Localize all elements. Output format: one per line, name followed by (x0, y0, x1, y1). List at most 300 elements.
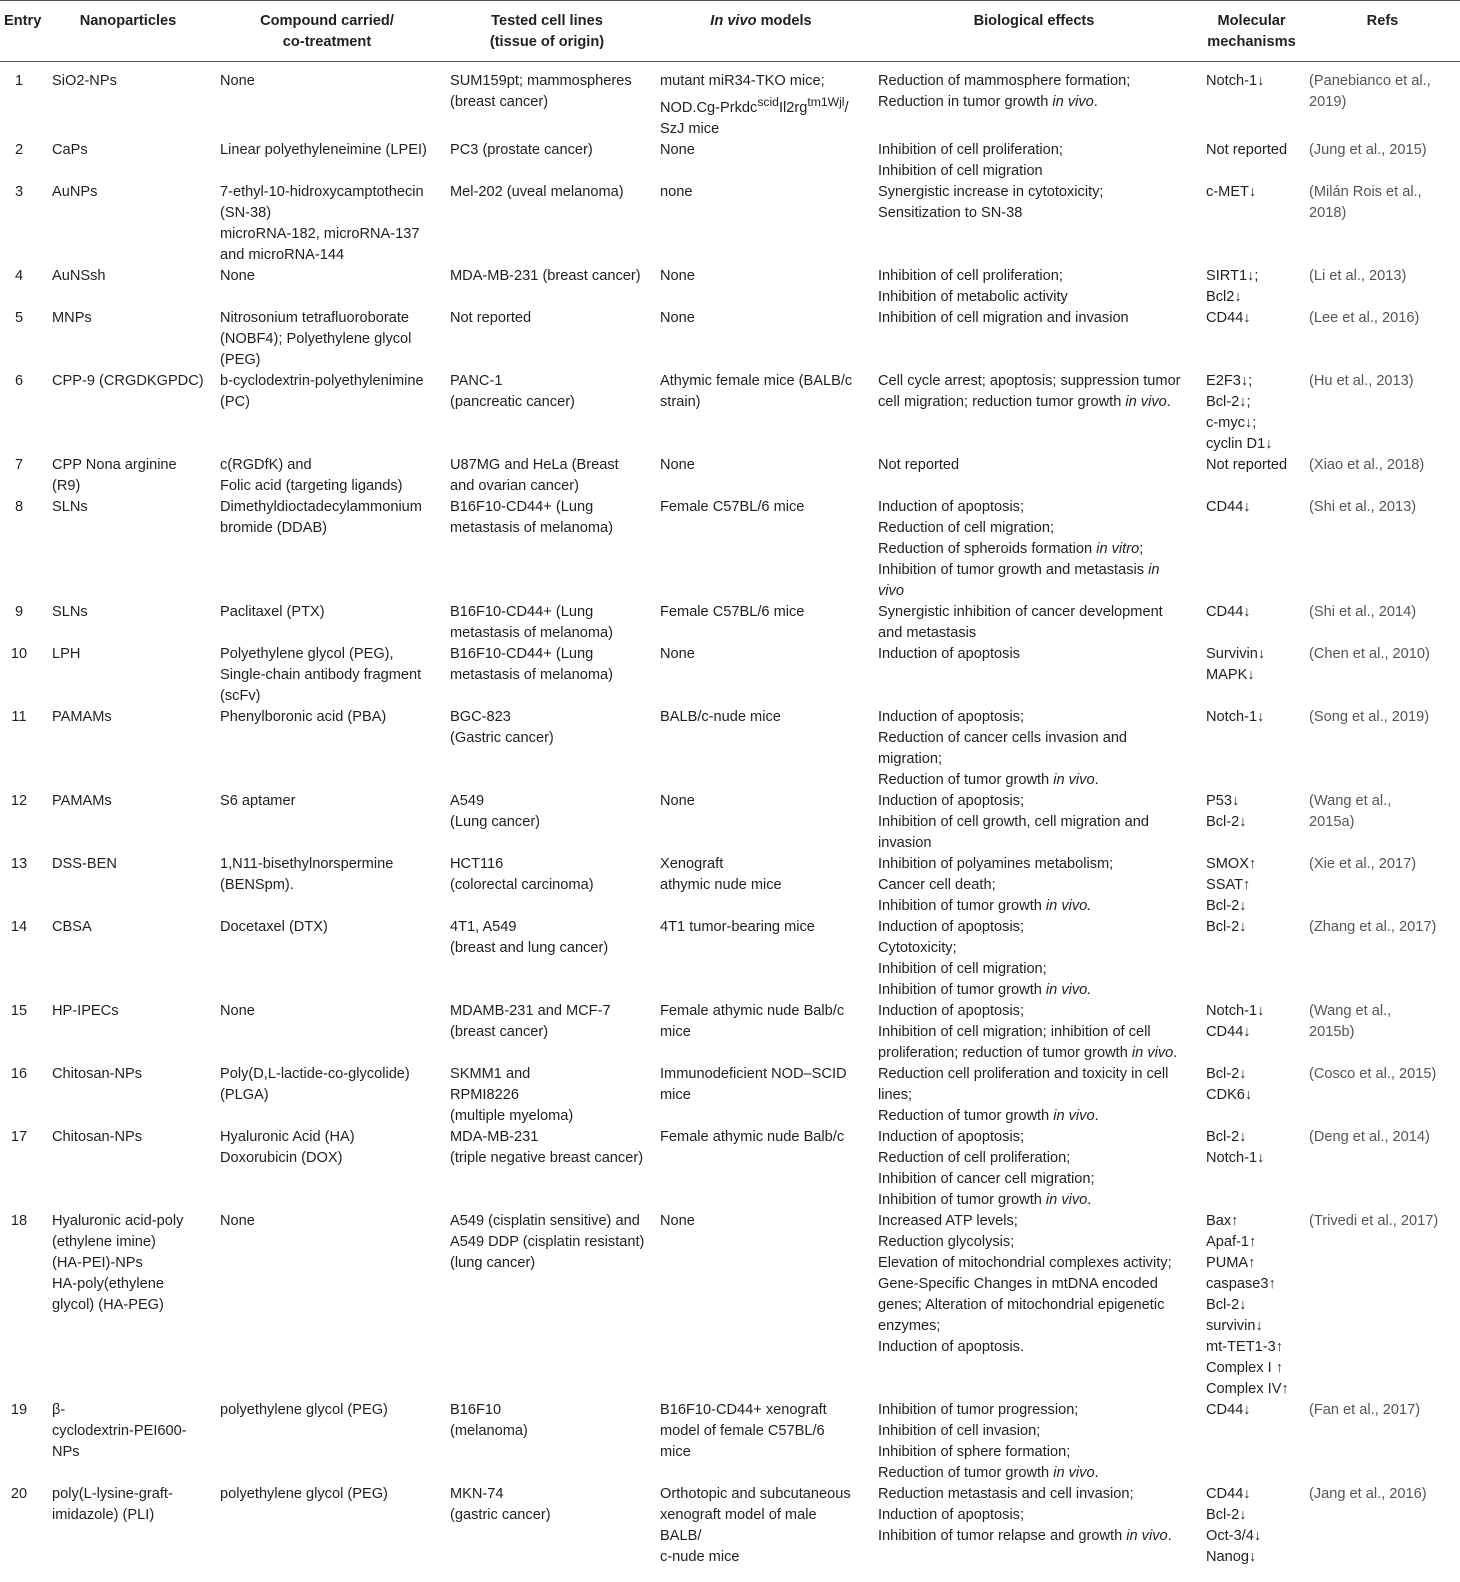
cell-line: Inhibition of tumor growth in vivo. (878, 1191, 1092, 1208)
table-row (0, 1211, 1460, 1400)
cell-line: metastasis of melanoma) (450, 624, 614, 641)
cell-line: U87MG and HeLa (Breast (450, 456, 619, 473)
cell-compound (212, 791, 442, 854)
cell-effects (870, 1484, 1198, 1568)
cell-effects (870, 791, 1198, 854)
cell-line: (Jang et al., 2016) (1309, 1485, 1427, 1502)
cell-refs (1305, 1001, 1460, 1064)
cell-line: metastasis of melanoma) (450, 666, 614, 683)
cell-cell-lines (442, 497, 652, 602)
cell-line: CD44↓ (1206, 1023, 1251, 1040)
cell-line: (HA-PEI)-NPs (52, 1254, 143, 1271)
cell-nanoparticles (44, 854, 212, 917)
cell-line: (gastric cancer) (450, 1506, 551, 1523)
cell-entry: 10 (10, 645, 28, 662)
cell-line: PC3 (prostate cancer) (450, 141, 593, 158)
cell-entry: 18 (10, 1212, 28, 1229)
cell-line: PANC-1 (450, 372, 503, 389)
cell-line: (NOBF4); Polyethylene glycol (220, 330, 412, 347)
cell-line: b-cyclodextrin-polyethylenimine (220, 372, 424, 389)
table-row (0, 791, 1460, 854)
cell-refs (1305, 140, 1460, 182)
cell-line: SiO2-NPs (52, 73, 117, 89)
cell-nanoparticles (44, 266, 212, 308)
cell-cell-lines (442, 308, 652, 371)
table-row (0, 1127, 1460, 1211)
cell-cell-lines (442, 140, 652, 182)
cell-entry: 17 (10, 1128, 28, 1145)
cell-line: Paclitaxel (PTX) (220, 603, 325, 620)
cell-line: BALB/ (660, 1527, 702, 1544)
cell-line: S6 aptamer (220, 792, 296, 809)
cell-effects (870, 854, 1198, 917)
cell-nanoparticles (44, 1001, 212, 1064)
cell-line: Inhibition of tumor progression; (878, 1401, 1079, 1418)
cell-line: None (660, 309, 695, 326)
cell-nanoparticles (44, 707, 212, 791)
cell-line: metastasis of melanoma) (450, 519, 614, 536)
cell-compound (212, 371, 442, 455)
cell-line: AuNSsh (52, 267, 106, 284)
cell-line: Reduction of tumor growth in vivo. (878, 1464, 1099, 1481)
header-in-vivo: In vivo models (652, 1, 870, 62)
cell-line: Reduction of cell migration; (878, 519, 1055, 536)
header-effects: Biological effects (870, 1, 1198, 62)
cell-compound (212, 917, 442, 1001)
cell-entry: 11 (11, 708, 27, 725)
cell-line: Gene-Specific Changes in mtDNA encoded (878, 1275, 1158, 1292)
cell-nanoparticles (44, 497, 212, 602)
cell-line: CD44↓ (1206, 498, 1251, 515)
cell-line: Nanog↓ (1206, 1548, 1257, 1565)
table-row (0, 644, 1460, 707)
cell-line: SMOX↑ (1206, 855, 1257, 872)
table-row (0, 497, 1460, 602)
cell-cell-lines (442, 791, 652, 854)
cell-line: Notch-1↓ (1206, 708, 1265, 725)
cell-line: Inhibition of cell invasion; (878, 1422, 1041, 1439)
cell-line: (Lee et al., 2016) (1309, 309, 1420, 326)
cell-line: (triple negative breast cancer) (450, 1149, 644, 1166)
cell-in-vivo (652, 62, 870, 140)
cell-line: xenograft model of male (660, 1506, 817, 1523)
cell-effects (870, 1211, 1198, 1400)
cell-line: SUM159pt; mammospheres (450, 73, 632, 89)
cell-entry: 6 (14, 372, 24, 389)
cell-nanoparticles (44, 791, 212, 854)
cell-refs (1305, 266, 1460, 308)
cell-line: CPP Nona arginine (52, 456, 177, 473)
cell-in-vivo (652, 308, 870, 371)
table-row (0, 266, 1460, 308)
cell-line: Chitosan-NPs (52, 1128, 143, 1145)
cell-line: cell migration; reduction tumor growth in vivo. (878, 393, 1171, 410)
cell-nanoparticles (44, 371, 212, 455)
cell-mechanisms (1198, 455, 1305, 497)
cell-mechanisms (1198, 791, 1305, 854)
cell-line: (Song et al., 2019) (1309, 708, 1430, 725)
cell-line: (scFv) (220, 687, 261, 704)
cell-in-vivo (652, 791, 870, 854)
cell-effects (870, 1064, 1198, 1127)
cell-line: Female athymic nude Balb/c (660, 1002, 845, 1019)
cell-line: Not reported (1206, 141, 1288, 158)
cell-line: Not reported (878, 456, 960, 473)
cell-line: cyclin D1↓ (1206, 435, 1273, 452)
cell-compound (212, 1127, 442, 1211)
cell-line: athymic nude mice (660, 876, 782, 893)
cell-mechanisms (1198, 308, 1305, 371)
cell-line: genes; Alteration of mitochondrial epigenetic (878, 1296, 1165, 1313)
cell-effects (870, 455, 1198, 497)
cell-line: c-nude mice (660, 1548, 740, 1565)
cell-nanoparticles (44, 62, 212, 140)
cell-line: Notch-1↓ (1206, 1002, 1265, 1019)
cell-line: lines; (878, 1086, 913, 1103)
cell-cell-lines (442, 644, 652, 707)
cell-compound (212, 497, 442, 602)
cell-cell-lines (442, 602, 652, 644)
cell-compound (212, 1001, 442, 1064)
cell-line: PUMA↑ (1206, 1254, 1256, 1271)
cell-line: Inhibition of tumor growth in vivo. (878, 981, 1092, 998)
cell-entry: 15 (10, 1002, 28, 1019)
cell-mechanisms (1198, 1400, 1305, 1484)
cell-line: Hyaluronic Acid (HA) (220, 1128, 355, 1145)
cell-line: MDA-MB-231 (450, 1128, 539, 1145)
cell-nanoparticles (44, 917, 212, 1001)
cell-line: (Xiao et al., 2018) (1309, 456, 1425, 473)
cell-line: and ovarian cancer) (450, 477, 579, 494)
cell-line: Bcl-2↓ (1206, 897, 1247, 914)
cell-line: B16F10 (450, 1401, 502, 1418)
cell-compound (212, 1400, 442, 1484)
cell-line: BGC-823 (450, 708, 511, 725)
cell-line: (Milán Rois et al., (1309, 183, 1422, 200)
cell-line: Phenylboronic acid (PBA) (220, 708, 387, 725)
cell-line: Inhibition of cell migration; inhibition of cell (878, 1023, 1151, 1040)
cell-mechanisms (1198, 644, 1305, 707)
cell-line: Bcl2↓ (1206, 288, 1242, 305)
table-row (0, 854, 1460, 917)
cell-line: Inhibition of cell migration (878, 162, 1043, 179)
cell-line: (R9) (52, 477, 81, 494)
table-header (0, 1, 1460, 62)
cell-line: SzJ mice (660, 120, 720, 137)
cell-line: CD44↓ (1206, 1485, 1251, 1502)
cell-cell-lines (442, 455, 652, 497)
cell-compound (212, 854, 442, 917)
cell-refs (1305, 1211, 1460, 1400)
cell-line: MDA-MB-231 (breast cancer) (450, 267, 641, 284)
cell-line: 4T1, A549 (450, 918, 517, 935)
cell-line: Sensitization to SN-38 (878, 204, 1023, 221)
cell-cell-lines (442, 1211, 652, 1400)
cell-line: (breast cancer) (450, 1023, 549, 1040)
cell-line: (colorectal carcinoma) (450, 876, 594, 893)
cell-mechanisms (1198, 1127, 1305, 1211)
cell-line: model of female C57BL/6 (660, 1422, 825, 1439)
cell-line: Cytotoxicity; (878, 939, 957, 956)
cell-line: CD44↓ (1206, 309, 1251, 326)
cell-line: c(RGDfK) and (220, 456, 312, 473)
cell-line: (Trivedi et al., 2017) (1309, 1212, 1439, 1229)
cell-line: (Panebianco et al., (1309, 73, 1431, 89)
cell-line: invasion (878, 834, 932, 851)
cell-line: B16F10-CD44+ xenograft (660, 1401, 827, 1418)
header-compound: Compound carried/ co-treatment (212, 1, 442, 62)
cell-line: imidazole) (PLI) (52, 1506, 155, 1523)
cell-refs (1305, 917, 1460, 1001)
cell-line: poly(L-lysine-graft- (52, 1485, 173, 1502)
table-row (0, 602, 1460, 644)
cell-line: BALB/c-nude mice (660, 708, 781, 725)
cell-refs (1305, 455, 1460, 497)
cell-in-vivo (652, 182, 870, 266)
cell-line: (lung cancer) (450, 1254, 536, 1271)
cell-line: MDAMB-231 and MCF-7 (450, 1002, 611, 1019)
cell-line: Immunodeficient NOD–SCID (660, 1065, 847, 1082)
cell-compound (212, 602, 442, 644)
cell-line: Inhibition of sphere formation; (878, 1443, 1071, 1460)
cell-line: polyethylene glycol (PEG) (220, 1401, 388, 1418)
cell-compound (212, 644, 442, 707)
cell-line: glycol) (HA-PEG) (52, 1296, 164, 1313)
cell-effects (870, 182, 1198, 266)
header-nanoparticles: Nanoparticles (44, 1, 212, 62)
cell-refs (1305, 707, 1460, 791)
cell-line: Inhibition of cell growth, cell migration and (878, 813, 1149, 830)
table-body (0, 62, 1460, 1568)
cell-line: 7-ethyl-10-hidroxycamptothecin (220, 183, 424, 200)
table-row (0, 182, 1460, 266)
cell-line: cyclodextrin-PEI600- (52, 1422, 187, 1439)
cell-line: migration; (878, 750, 943, 767)
cell-line: Induction of apoptosis; (878, 1002, 1025, 1019)
cell-entry: 13 (10, 855, 28, 872)
cell-line: (BENSpm). (220, 876, 294, 893)
cell-line: 2019) (1309, 94, 1347, 110)
cell-compound (212, 266, 442, 308)
cell-mechanisms (1198, 140, 1305, 182)
cell-mechanisms (1198, 1064, 1305, 1127)
cell-nanoparticles (44, 1127, 212, 1211)
cell-line: Orthotopic and subcutaneous (660, 1485, 851, 1502)
cell-line: DSS-BEN (52, 855, 117, 872)
cell-line: (breast and lung cancer) (450, 939, 609, 956)
cell-mechanisms (1198, 854, 1305, 917)
cell-line: Induction of apoptosis; (878, 1128, 1025, 1145)
cell-line: mice (660, 1443, 691, 1460)
cell-line: Elevation of mitochondrial complexes activity; (878, 1254, 1172, 1271)
cell-line: Notch-1↓ (1206, 1149, 1265, 1166)
cell-entry: 16 (10, 1065, 28, 1082)
cell-cell-lines (442, 1127, 652, 1211)
cell-in-vivo (652, 1127, 870, 1211)
cell-cell-lines (442, 1001, 652, 1064)
cell-mechanisms (1198, 1001, 1305, 1064)
cell-line: (breast cancer) (450, 94, 549, 110)
cell-line: B16F10-CD44+ (Lung (450, 603, 594, 620)
cell-line: Docetaxel (DTX) (220, 918, 328, 935)
cell-in-vivo (652, 1211, 870, 1400)
cell-in-vivo (652, 707, 870, 791)
cell-line: enzymes; (878, 1317, 941, 1334)
cell-line: Chitosan-NPs (52, 1065, 143, 1082)
cell-line: none (660, 183, 693, 200)
cell-line: Induction of apoptosis; (878, 792, 1025, 809)
cell-cell-lines (442, 182, 652, 266)
cell-nanoparticles (44, 602, 212, 644)
cell-in-vivo (652, 371, 870, 455)
cell-refs (1305, 182, 1460, 266)
cell-line: strain) (660, 393, 701, 410)
cell-line: SLNs (52, 498, 88, 515)
cell-line: Bcl-2↓ (1206, 918, 1247, 935)
cell-compound (212, 1211, 442, 1400)
cell-line: Reduction of tumor growth in vivo. (878, 771, 1099, 788)
cell-in-vivo (652, 917, 870, 1001)
cell-refs (1305, 854, 1460, 917)
cell-line: SSAT↑ (1206, 876, 1251, 893)
cell-effects (870, 1001, 1198, 1064)
cell-mechanisms (1198, 182, 1305, 266)
cell-effects (870, 140, 1198, 182)
cell-refs (1305, 1064, 1460, 1127)
cell-entry: 2 (14, 141, 24, 158)
cell-line: PAMAMs (52, 792, 112, 809)
cell-line: Reduction of spheroids formation in vitro; (878, 540, 1144, 557)
header-cell-lines: Tested cell lines (tissue of origin) (442, 1, 652, 62)
cell-line: β- (52, 1401, 66, 1418)
header-mechanisms: Molecular mechanisms (1198, 1, 1305, 62)
cell-in-vivo (652, 497, 870, 602)
cell-line: 2015a) (1309, 813, 1355, 830)
cell-mechanisms (1198, 602, 1305, 644)
cell-line: A549 (cisplatin sensitive) and (450, 1212, 640, 1229)
cell-compound (212, 182, 442, 266)
cell-cell-lines (442, 917, 652, 1001)
cell-line: Reduction in tumor growth in vivo. (878, 94, 1098, 110)
cell-in-vivo (652, 266, 870, 308)
cell-line: Poly(D,L-lactide-co-glycolide) (220, 1065, 410, 1082)
cell-in-vivo (652, 1400, 870, 1484)
cell-line: SLNs (52, 603, 88, 620)
cell-line: None (220, 1002, 255, 1019)
cell-line: B16F10-CD44+ (Lung (450, 645, 594, 662)
cell-line: Polyethylene glycol (PEG), (220, 645, 394, 662)
cell-line: and microRNA-144 (220, 246, 345, 263)
cell-line: SKMM1 and (450, 1065, 531, 1082)
cell-line: MNPs (52, 309, 92, 326)
cell-line: Induction of apoptosis; (878, 918, 1025, 935)
cell-effects (870, 602, 1198, 644)
cell-mechanisms (1198, 917, 1305, 1001)
cell-line: CPP-9 (CRGDKGPDC) (52, 372, 204, 389)
cell-compound (212, 707, 442, 791)
cell-line: vivo (878, 582, 904, 599)
cell-line: (pancreatic cancer) (450, 393, 575, 410)
cell-line: Hyaluronic acid-poly (52, 1212, 184, 1229)
cell-line: A549 (450, 792, 485, 809)
cell-line: and metastasis (878, 624, 977, 641)
cell-line: LPH (52, 645, 81, 662)
cell-line: Notch-1↓ (1206, 73, 1265, 89)
cell-line: Bcl-2↓ (1206, 1065, 1247, 1082)
cell-line: Nitrosonium tetrafluoroborate (220, 309, 409, 326)
cell-line: Survivin↓ (1206, 645, 1266, 662)
cell-line: Reduction cell proliferation and toxicity in cell (878, 1065, 1169, 1082)
cell-line: mice (660, 1023, 691, 1040)
cell-compound (212, 455, 442, 497)
cell-line: Cancer cell death; (878, 876, 996, 893)
cell-line: microRNA-182, microRNA-137 (220, 225, 420, 242)
cell-line: (PC) (220, 393, 250, 410)
cell-line: P53↓ (1206, 792, 1240, 809)
table-row (0, 455, 1460, 497)
cell-line: Inhibition of tumor growth in vivo. (878, 897, 1092, 914)
cell-line: Apaf-1↑ (1206, 1233, 1257, 1250)
cell-cell-lines (442, 707, 652, 791)
cell-line: None (660, 456, 695, 473)
cell-line: A549 DDP (cisplatin resistant) (450, 1233, 645, 1250)
cell-mechanisms (1198, 62, 1305, 140)
cell-line: Induction of apoptosis; (878, 498, 1025, 515)
cell-line: None (660, 645, 695, 662)
cell-line: None (220, 267, 255, 284)
cell-line: 4T1 tumor-bearing mice (660, 918, 815, 935)
cell-line: (Shi et al., 2014) (1309, 603, 1417, 620)
cell-line: CaPs (52, 141, 88, 158)
cell-line: Inhibition of cell proliferation; (878, 267, 1063, 284)
cell-line: None (660, 141, 695, 158)
cell-effects (870, 917, 1198, 1001)
table-row (0, 1064, 1460, 1127)
cell-line: CD44↓ (1206, 1401, 1251, 1418)
cell-line: (Jung et al., 2015) (1309, 141, 1427, 158)
cell-line: c-MET↓ (1206, 183, 1257, 200)
cell-mechanisms (1198, 497, 1305, 602)
cell-line: E2F3↓; (1206, 372, 1253, 389)
cell-line: mutant miR34-TKO mice; (660, 73, 825, 89)
cell-line: Female C57BL/6 mice (660, 603, 805, 620)
cell-effects (870, 1127, 1198, 1211)
cell-effects (870, 497, 1198, 602)
cell-line: (Xie et al., 2017) (1309, 855, 1417, 872)
cell-refs (1305, 497, 1460, 602)
cell-line: Inhibition of cell migration; (878, 960, 1047, 977)
cell-line: mice (660, 1086, 691, 1103)
cell-in-vivo (652, 644, 870, 707)
table-row (0, 707, 1460, 791)
cell-entry: 14 (10, 918, 28, 935)
cell-line: Bcl-2↓; (1206, 393, 1251, 410)
cell-cell-lines (442, 854, 652, 917)
cell-entry: 20 (10, 1485, 28, 1502)
cell-line: Mel-202 (uveal melanoma) (450, 183, 624, 200)
cell-effects (870, 308, 1198, 371)
table-row (0, 1400, 1460, 1484)
cell-line: Dimethyldioctadecylammonium (220, 498, 422, 515)
table-row (0, 140, 1460, 182)
cell-cell-lines (442, 266, 652, 308)
table-row (0, 62, 1460, 140)
cell-line: Athymic female mice (BALB/c (660, 372, 853, 389)
table-row (0, 1484, 1460, 1568)
cell-entry: 1 (14, 73, 24, 89)
cell-line: $NOD.Cg-Prkdc^{scid}Il2rg^{tm1Wjl}/$ (660, 95, 849, 116)
cell-line: Oct-3/4↓ (1206, 1527, 1262, 1544)
